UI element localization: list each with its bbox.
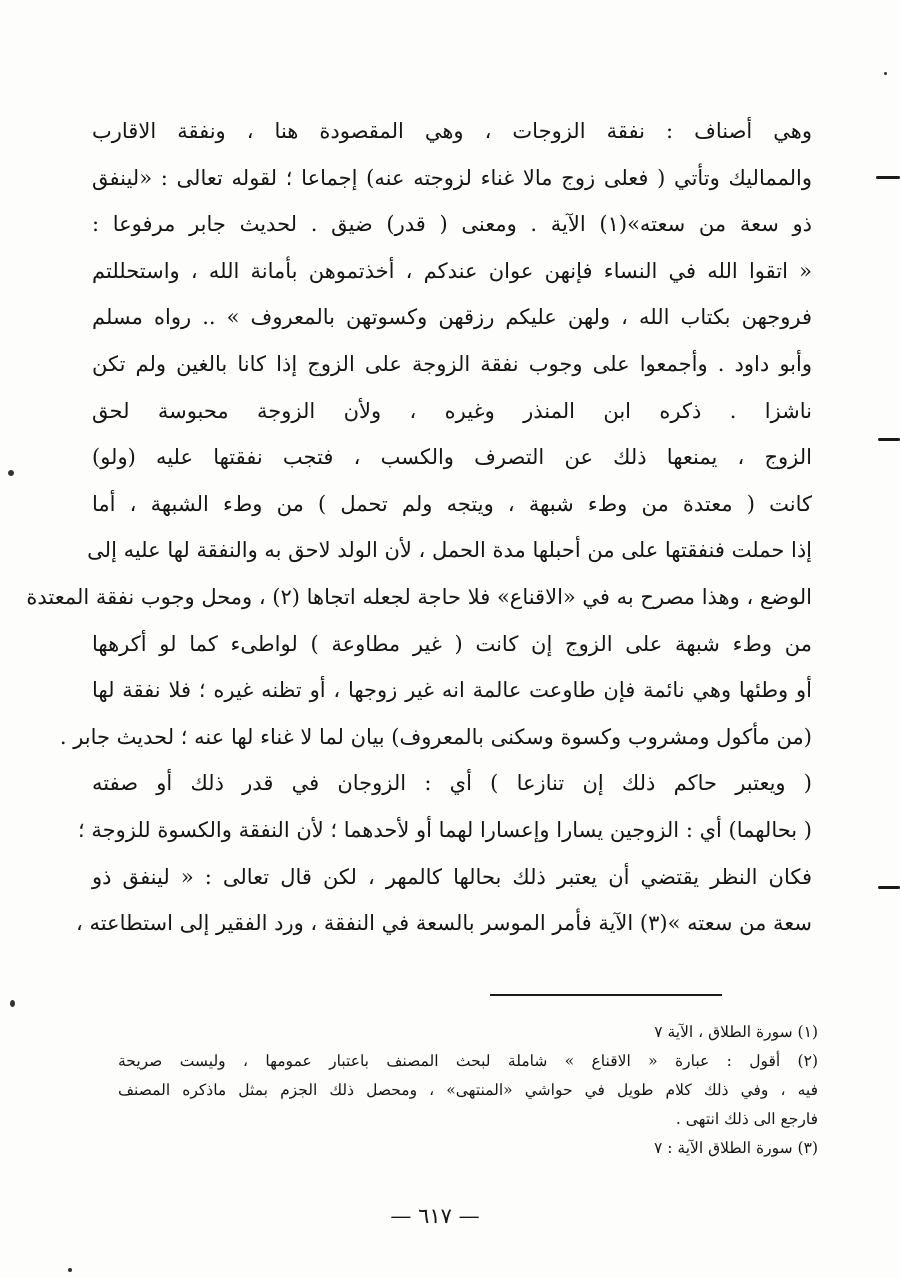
scan-speck	[10, 1000, 15, 1007]
footnote-1: (١) سورة الطلاق ، الآية ٧	[654, 1023, 818, 1041]
text-line: « اتقوا الله في النساء فإنهن عوان عندكم ، أخذتموهن بأمانة الله ، واستحللتم	[92, 258, 812, 283]
main-text	[26, 108, 812, 947]
text-line: فكان النظر يقتضي أن يعتبر ذلك بحالها كالمهر ، لكن قال تعالى : « لينفق ذو	[92, 864, 812, 889]
text-line: ( بحالهما) أي : الزوجين يسارا وإعسارا لهما أو لأحدهما ؛ لأن النفقة والكسوة للزوجة ؛	[78, 817, 812, 842]
page-number: — ٦١٧ —	[390, 1204, 480, 1228]
text-line: ناشزا . ذكره ابن المنذر وغيره ، ولأن الزوجة محبوسة لحق	[92, 398, 812, 423]
footnote-2-continued: فيه ، وفي ذلك كلام طويل في حواشي «المنتهى» ، ومحصل ذلك الجزم بمثل ماذكره المصنف	[118, 1081, 818, 1099]
text-line: أو وطئها وهي نائمة فإن طاوعت عالمة انه غير زوجها ، أو تظنه غيره ؛ فلا نفقة لها	[92, 678, 812, 703]
footnote-3: (٣) سورة الطلاق الآية : ٧	[653, 1139, 818, 1157]
text-line: (من مأكول ومشروب وكسوة وسكنى بالمعروف) بيان لما لا غناء لها عنه ؛ لحديث جابر .	[59, 724, 812, 749]
text-line: الوضع ، وهذا مصرح به في «الاقناع» فلا حاجة لجعله اتجاها (٢) ، ومحل وجوب نفقة المعتدة	[26, 584, 812, 609]
text-line: سعة من سعته »(٣) الآية فأمر الموسر بالسعة في النفقة ، ورد الفقير إلى استطاعته ،	[75, 911, 812, 936]
margin-mark	[878, 438, 900, 441]
margin-mark	[878, 886, 900, 889]
scan-speck	[8, 470, 14, 476]
text-line: وأبو داود . وأجمعوا على وجوب نفقة الزوجة على الزوج إذا كانا بالغين ولم تكن	[92, 351, 812, 376]
text-line: من وطء شبهة على الزوج إن كانت ( غير مطاوعة ) لواطىء كما لو أكرهها	[92, 631, 812, 656]
text-line: ( ويعتبر حاكم ذلك إن تنازعا ) أي : الزوجان في قدر ذلك أو صفته	[92, 771, 812, 796]
footnote-2: (٢) أقول : عبارة « الاقناع » شاملة لبحث المصنف باعتبار عمومها ، وليست صريحة	[118, 1052, 818, 1070]
text-line: وهي أصناف : نفقة الزوجات ، وهي المقصودة هنا ، ونفقة الاقارب	[92, 119, 812, 143]
text-line: كانت ( معتدة من وطء شبهة ، ويتجه ولم تحمل ) من وطء الشبهة ، أما	[92, 491, 812, 516]
text-line: فروجهن بكتاب الله ، ولهن عليكم رزقهن وكسوتهن بالمعروف » .. رواه مسلم	[92, 305, 812, 330]
text-line: إذا حملت فنفقتها على من أحبلها مدة الحمل ، لأن الولد لاحق به والنفقة لها عليه إلى	[87, 538, 812, 563]
footnote-2-end: فارجع الى ذلك انتهى .	[675, 1110, 818, 1128]
text-line: ذو سعة من سعته»(١) الآية . ومعنى ( قدر) ضيق . لحديث جابر مرفوعا :	[92, 212, 812, 237]
text-line: الزوج ، يمنعها ذلك عن التصرف والكسب ، فتجب نفقتها عليه (ولو)	[92, 445, 812, 470]
scan-speck	[68, 1268, 72, 1272]
scan-speck	[884, 72, 887, 75]
margin-mark	[876, 176, 900, 179]
footnotes	[118, 1018, 818, 1163]
footnote-separator	[490, 994, 722, 996]
text-line: والمماليك وتأتي ( فعلى زوج مالا غناء لزوجته عنه) إجماعا ؛ لقوله تعالى : «لينفق	[92, 165, 812, 190]
